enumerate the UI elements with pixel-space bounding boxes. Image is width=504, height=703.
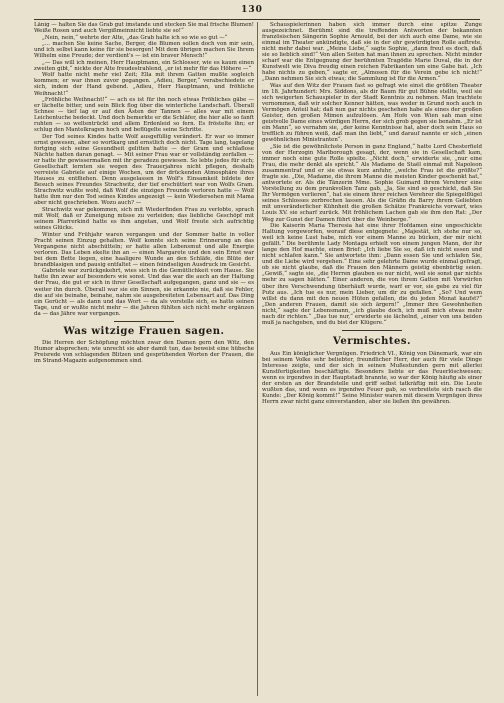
paragraph: Strachwitz war gekommen, sich mit Wiederfinden Frau zu verlobte, sprach mit Wolf, daß er Zuneigung müsse zu verleiden; das liebliche Geschöpf mit seinem Pfarrerkind hatte es ihm angetan, und Wolf freute sich aufrichtig seines Glücks. (34, 206, 254, 232)
paragraph: Länig — halten Sie das Grab gut imstande und stecken Sie mal frische Blumen! Weiße Rosen und auch Vergißmeinnicht liebte sie so!“ (34, 22, 254, 35)
header-rule (34, 19, 480, 20)
paragraph: „... machen Sie keine Sache, Berger, die Blumen sollen doch von mir sein, und ich selbst kann keine für sie besorgen! Mit dem übrigen machen Sie Ihrem Wilhelm eine Freude; der verdient's — ist ein braver Mensch!“ (34, 41, 254, 60)
section-separator (114, 321, 174, 322)
right-column (262, 22, 482, 696)
section-heading: Was witzige Frauen sagen. (63, 325, 225, 337)
paragraph: „Sie ist die gewöhnlichste Person in ganz England,“ hatte Lord Chesterfield von der Herzogin Marlborough gesagt, der, wenn sie in Gesellschaft kam, immer noch eine gute Rolle spielte. „Nicht doch,“ erwiderte sie, „nur eine Frau, die mehr denkt als spricht.“ Als Madame de Staël einmal mit Napoleon zusammentraf und er sie etwas kurz anfuhr, „welche Frau ist die größte?“ fragte sie. „Die, Madame, die ihrem Manne die meisten Kinder geschenkt hat,“ antwortete er. Als die Tänzerin Mme. Sophie Guimard ihrem Verehrer eine Vorstellung zu dem prunkvollen Tanz gab, „Ja, Sie sind so geschickt, daß Sie Ihr Vermögen verlieren“, hat sie einem ihrer reichen Verehrer die Spiegelflügel seines Schlosses zerbrechen lassen. Als die Gräfin du Barry ihrem Geliebten mit unveränderlicher Kühnheit die großen Schätze Frankreichs vorwarf, wies Louis XV. sie scharf zurück. Mit fröhlichem Lachen gab sie ihm den Rat: „Der Weg zur Gunst der Damen führt über die Weinberge.“ (262, 143, 482, 223)
paragraph: „Nein, nein,“ wehrte der Alte, „das Grab halte ich so wie so gut —“ (42, 34, 228, 41)
paragraph: Wolf hatte nicht mehr viel Zeit; Ella mit ihrem Gatten mußte sogleich kommen; er war ihnen zuvor gegangen. „Adieu, Berger,“ verabschiedete er sich, indem der Hand gebend. „Adieu, Herr Hauptmann, und fröhliche Weihnacht!“ (34, 72, 254, 97)
paragraph: „— Das will ich meinen, Herr Hauptmann, ein Schlosser, wie es kaum einen zweiten gibt,“ nickte der Alte freudestrahlend, „er ist mehr für das Höhere —“ (34, 59, 254, 72)
paragraph: Winter und Frühjahr waren vergangen und der Sommer hatte in voller Pracht seinen Einzug gehalten. Wolf konnte sich seine Erinnerung an das Vergangene nicht abschütteln; er hatte allen Lebensmut und alle Energie verloren. Das Leben ekelte ihn an — einen Margarete und den sein Ernst war bei dem Bette liegen, eine haaligere Wunde an den Schläfe, die Blüte der brandblasigen und pausig entfaltet — einen feindseligen Ausdruck im Gesicht. (34, 231, 254, 268)
section-heading: Vermischtes. (333, 335, 411, 347)
section-separator (342, 330, 402, 331)
paragraph: Der Tod seines Kindes hatte Wolf ausgefüllig verändert. Er war so immer ernst gewesen, aber so wortkarg und ernstlich doch nicht. Tage lang, tagelang fortging sich seine Gesundheit gelitten hatte — der Gram und schlaflose Nächte hatten daran genagt. — Mit seiner Frau war er vollständig zerfallen — er hatte ihr gewissermaßen mit ihr geradezu gewiesen. So lebte jedes für sich; Gesellschaft lernten sie wegen des Trauerjahres nicht pflegen, deshalb verreiste Gabriele auf einige Wochen, um der drückenden Atmosphäre ihres Hauses zu entfliehen. Denn ausgelassen in Wolf's Einsamkeit bildete der Besuch seines Freundes Strachwitz, der tief erschüttert war von Wolfs Gram. Strachwitz wußte wohl, daß Wolf die einzigen Freunde verloren hatte — Wolf hatte ihm nur den Tod seines Kindes angezeigt — kein Wiedersehen mit Mama aber nicht geschrieben. Wozu auch? — (34, 133, 254, 207)
column-divider (257, 22, 258, 696)
paragraph: Was auf den Witz der Frauen fast so gefragt wie einst die größten Theater im 18. Jahrhundert: Mrs. Siddons, als dir Baum für gut Bühne stellte, weil sie sich weigerten Schauspieler in der Stadt Kenntnis zu nehmen. Man trachtete vernommen, daß wir solcher Kenner hätten, was weder in Grund noch auch in Vermögen Anteil hat; daß nun gar nichts geschehen habe als eines der großen Geister, den großen Mimen aufzulösen. Am Hofe von Wien sah man eine geistvolle Dame eines würdigen Herrn, der sich grob gegen sie benahm. „Er ist ein Mann“, so vernahm sie, „der keine Kenntnisse hat, aber doch sein Haus so trefflich zu führen weiß, daß man ihn liebt,“ und darauf nannte er sich „einen gewöhnlichen Ministranten“. (262, 82, 482, 144)
left-column (34, 22, 254, 696)
paragraph: Aus Ein königlicher Vergnügen. Friedrich VI., König von Dänemark, war ein bei seinem Volke sehr beliebter, freundlicher Herr, der auch für viele Dinge Interesse zeigte, und der sich in seinen Mußestunden gern mit allerlei Kunstfertigkeiten beschäftigte. Besonders liebte er das Feuerlöschwesen; wenn es irgendwo in der Hauptstadt brannte, so war der König häufig als einer der ersten an der Brandstelle und griff selbst tatkräftig mit ein. Die Leute wußten das, und wenn es irgendwo Feuer gab, so verbreitete sich rasch die Kunde: „Der König kommt!“ Seine Minister waren mit diesem Vergnügen ihres Herrn zwar nicht ganz einverstanden, aber sie ließen ihn gewähren. (262, 350, 482, 406)
paragraph: „Fröhliche Weihnacht!“ — ach es ist für ihn noch etwas Fröhliches gäbe — er lächelte bitter, und sein Blick flog über die winterliche Landschaft. Überall Schnee — tief lag er auf den Ästen der Tannen — alles war mit einem Leichentuche bedeckt. Und doch bemerkte er die Schläfer, die hier alle so fanft ruhten — so weltentrückt und allem Erdenleid so fern. Es fröstelte ihn; er schlug den Mantelkragen hoch und beflügelte seine Schritte. (34, 97, 254, 134)
page-number: 130 (241, 5, 263, 15)
paragraph: Gabriele war zurückgekehrt, wies sich in die Gemütlichkeit vom Hause. Sie hatte ihn zwar auf besonders wie sonst. Und das war die auch an der Haltung der Frau, die gut er sich in ihrer Gesellschaft aufgegangen, ganz und sie — es weiter ihn durch. Überall war sie ein Sinnen, sie erkannte nie, daß sie Fehler, die auf sie beinahe, beinahe, nahm sie ausgebreiteten Lebensart auf. Das Ding ein Gerücht — als dann und das Wort — da als vorstelle sich, es hatte seinen Tage, und er wußte nicht mehr — die Jahren fühlten sich nicht mehr ergänzen da — das Jähre war vergangen. (34, 268, 254, 317)
paragraph: Die Herren der Schöpfung möchten zwar den Damen gern den Witz, den Humor absprechen; wie unrecht sie aber damit tun, das beweist eine hübsche Preisrede von schlagenden Blitzen und gesprühenden Worten der Frauen, die im Strand-Magazin aufgenommen sind. (34, 339, 254, 364)
paragraph: Die Kaiserin Maria Theresia hat eine ihrer Hofdamen eine ungeschickte Haltung vorgeworfen, worauf diese entgegnete: „Majestät, ich stehe nur so, weil ich keine Lust habe, mich vor einem Manne zu bücken, der mir nicht gefällt.“ Die berühmte Lady Montagu erhielt von einem jungen Mann, der ihr lange den Hof machte, einen Brief: „Ich liebe Sie so, daß ich nicht essen und nicht schlafen kann.“ Sie antwortete ihm: „Dann essen Sie und schlafen Sie, und die Liebe wird vergehen.“ Eine sehr gelehrte Dame wurde einmal gefragt, ob sie nicht glaube, daß die Frauen den Männern geistig ebenbürtig seien. „Gewiß,“ sagte sie, „die Herren glauben es nur nicht, weil sie sonst gar nichts mehr zu sagen hätten.“ Einer anderen, die von ihrem Gatten mit Vorwürfen über ihre Verschwendung überhäuft wurde, warf er vor, sie gebe zu viel für Putz aus. „Ich tue es nur, mein Lieber, um dir zu gefallen.“ „So? Und wem willst du dann mit den neuen Hüten gefallen, die du jeden Monat kaufst?“ „Den anderen Frauen, damit sie sich ärgern!“ „Immer ihre Gewohnheiten nicht,“ sagte der Lebensmann, „ich glaube doch, ich muß mich etwas mehr nach dir richten.“ „Das tue nur,“ erwiderte sie lächelnd, „einer von uns beiden muß ja nachgeben, und du bist der Klügere.“ (262, 223, 482, 326)
paragraph: Schauspielerinnen haben sich immer durch eine spitze Zunge ausgezeichnet. Berühmt sind die treffenden Antworten der bekannten französischen Sängerin Sophie Arnould, bei der sich auch eine Dame, wie sie einmal im Theater ankündigte, daß sie in der ehr gewürdigten Rolle auftrete, nicht mehr dabei war. „Meine Liebe,“ sagte Sophie, „dann freut es doch, daß sie so lieblich sind!“ Von allen Seiten hat man ihnen zu sprechen. Nicht minder scharf war die Entgegnung der berühmten Tragödie Marie Duval, die in der Kunstwelt wie Diva freudig einen reichen Fabrikanten um eine Gabe bat. „Ich habe nichts zu geben,“ sagte er, „Almosen für die Verein gebe ich nicht!“ „Dann nehmen Sie sich etwas; die Sammlung ist für die Armen.“ (262, 22, 482, 83)
